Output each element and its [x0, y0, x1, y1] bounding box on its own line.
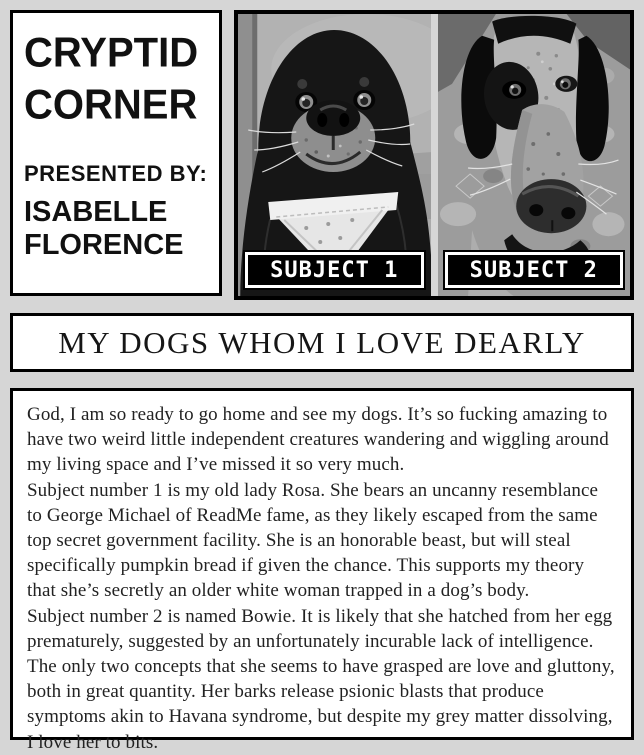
- headline-box: [10, 313, 634, 372]
- presenter-name: [24, 196, 208, 262]
- subject-1-label: SUBJECT 1: [245, 252, 424, 288]
- top-row: [10, 10, 634, 300]
- presented-by-label: PRESENTED BY:: [24, 161, 208, 186]
- presenter-name-line1: ISABELLE: [24, 196, 168, 228]
- presenter-name-line2: FLORENCE: [24, 229, 184, 261]
- article-paragraph-2: Subject number 1 is my old lady Rosa. She bears an uncanny resemblance to George Michael of ReadMe fame, as they likely escaped from the same top secret government facility. She is an honorable beast, but will steal specifically pumpkin bread if given the chance. This supports my theory that she’s secretly an older white woman trapped in a dog’s body.: [27, 479, 599, 602]
- masthead-title: [24, 27, 208, 131]
- article-paragraph-1: God, I am so ready to go home and see my dogs. It’s so fucking amazing to have two weird little independent creatures wandering and wiggling around my living space and I’ve missed it so very much.: [27, 404, 609, 476]
- masthead-title-line1: CRYPTID: [24, 30, 199, 76]
- subject-1-photo: [238, 14, 431, 296]
- article-paragraph-3: Subject number 2 is named Bowie. It is likely that she hatched from her egg prematurely, suggested by an unfortunately incurable lack of intelligence. The only two concepts that she seems to have grasped are love and gluttony, both in great quantity. Her barks release psionic blasts that produce symptoms akin to Havana syndrome, but despite my grey matter dissolving, I love her to bits.: [27, 605, 615, 753]
- page-title: MY DOGS WHOM I LOVE DEARLY: [58, 324, 586, 360]
- masthead-title-line2: CORNER: [24, 82, 198, 128]
- article-box: [10, 388, 634, 753]
- masthead-panel: [10, 10, 222, 296]
- photo-panel: [234, 10, 634, 300]
- subject-2-photo: [438, 14, 631, 296]
- subject-2-label: SUBJECT 2: [445, 252, 624, 288]
